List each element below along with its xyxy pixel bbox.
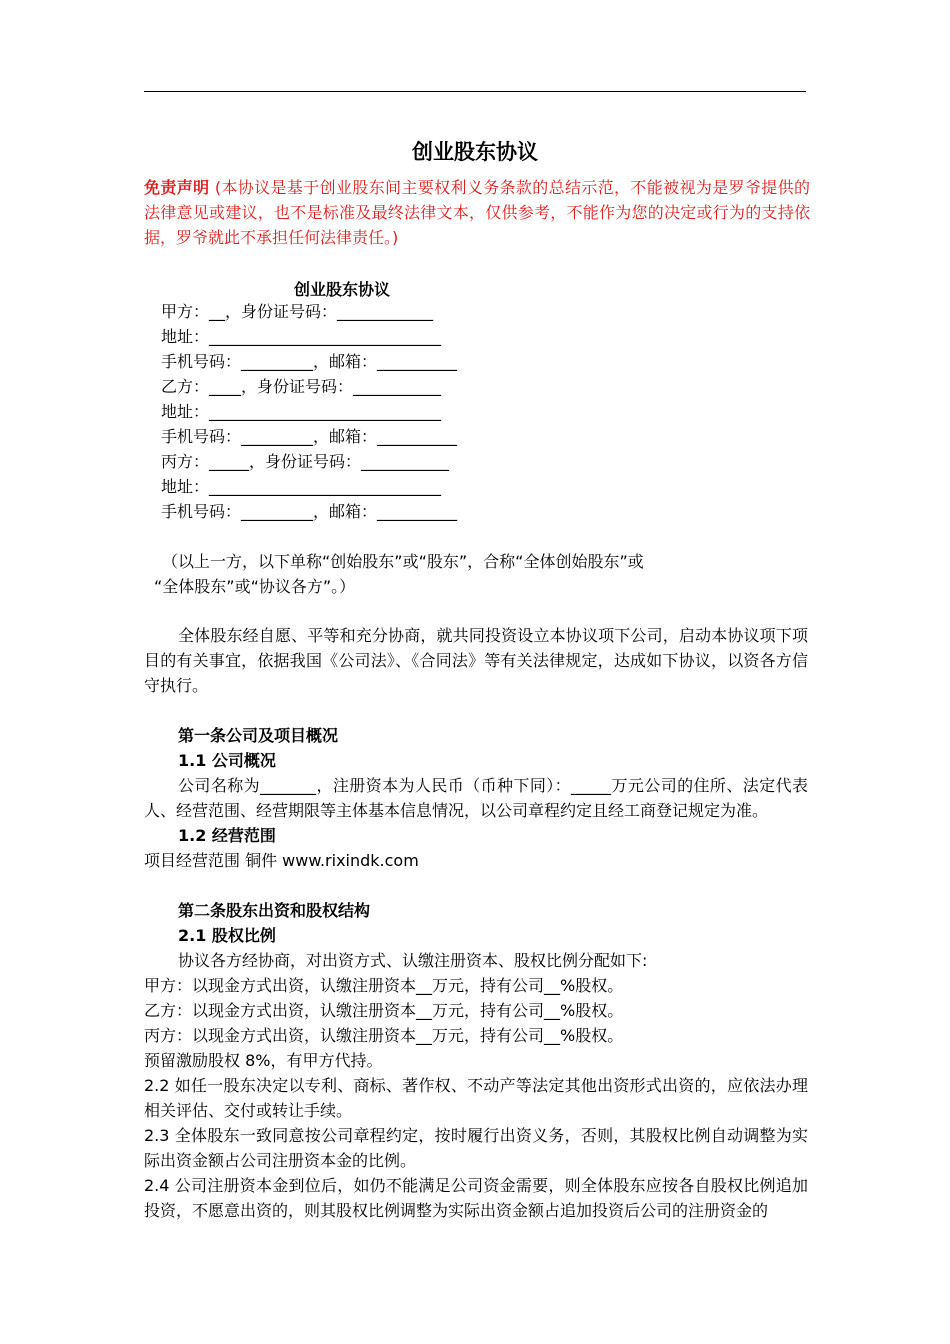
section-1-1-heading: 1.1 公司概况 (178, 751, 276, 770)
article-1-heading: 第一条公司及项目概况 (178, 726, 339, 745)
party-a-address-line: 地址：_____________________________ (161, 327, 442, 346)
party-b-id-line: 乙方：____，身份证号码：___________ (161, 377, 442, 396)
disclaimer-label: 免责声明 (144, 178, 210, 197)
section-2-2-text: 2.2 如任一股东决定以专利、商标、著作权、不动产等法定其他出资形式出资的，应依法办理相关评估、交付或转让手续。 (144, 1076, 808, 1120)
section-1-2-heading: 1.2 经营范围 (178, 826, 276, 845)
equity-line-reserved: 预留激励股权 8%，有甲方代持。 (144, 1051, 383, 1070)
equity-line-party-a: 甲方：以现金方式出资，认缴注册资本__万元，持有公司__%股权。 (144, 976, 624, 995)
article-2-heading: 第二条股东出资和股权结构 (178, 901, 371, 920)
equity-line-party-b: 乙方：以现金方式出资，认缴注册资本__万元，持有公司__%股权。 (144, 1001, 624, 1020)
naming-note-line-1: （以上一方，以下单称“创始股东”或“股东”，合称“全体创始股东”或 (162, 552, 644, 571)
section-1-2-text: 项目经营范围 铜件 www.rixindk.com (144, 851, 419, 870)
disclaimer-text: (本协议是基于创业股东间主要权利义务条款的总结示范，不能被视为是罗爷提供的法律意见或建议，也不是标准及最终法律文本，仅供参考，不能作为您的决定或行为的支持依据，罗爷就此不承担任何法律责任。) (144, 178, 810, 247)
party-a-id-line: 甲方：__，身份证号码：____________ (161, 302, 434, 321)
document-title: 创业股东协议 (412, 140, 538, 164)
section-2-1-intro: 协议各方经协商，对出资方式、认缴注册资本、股权比例分配如下: (178, 951, 648, 970)
naming-note-line-2: “全体股东”或“协议各方”。） (154, 577, 356, 596)
party-b-address-line: 地址：_____________________________ (161, 402, 442, 421)
party-c-contact-line: 手机号码：_________，邮箱：__________ (161, 502, 458, 521)
section-2-3-text: 2.3 全体股东一致同意按公司章程约定，按时履行出资义务，否则，其股权比例自动调整为实际出资金额占公司注册资本金的比例。 (144, 1126, 808, 1170)
section-1-1-text: 公司名称为_______，注册资本为人民币（币种下同）：_____万元公司的住所、法定代表人、经营范围、经营期限等主体基本信息情况，以公司章程约定且经工商登记规定为准。 (144, 776, 808, 820)
preamble-paragraph: 全体股东经自愿、平等和充分协商，就共同投资设立本协议项下公司，启动本协议项下项目的有关事宜，依据我国《公司法》、《合同法》等有关法律规定，达成如下协议，以资各方信守执行。 (144, 626, 808, 695)
section-2-1-heading: 2.1 股权比例 (178, 926, 276, 945)
party-c-address-line: 地址：_____________________________ (161, 477, 442, 496)
party-c-id-line: 丙方：_____，身份证号码：___________ (161, 452, 450, 471)
header-rule (144, 91, 806, 92)
party-b-contact-line: 手机号码：_________，邮箱：__________ (161, 427, 458, 446)
equity-line-party-c: 丙方：以现金方式出资，认缴注册资本__万元，持有公司__%股权。 (144, 1026, 624, 1045)
agreement-subtitle: 创业股东协议 (294, 280, 391, 299)
disclaimer (144, 175, 810, 250)
section-2-4-text: 2.4 公司注册资本金到位后，如仍不能满足公司资金需要，则全体股东应按各自股权比例追加投资，不愿意出资的，则其股权比例调整为实际出资金额占追加投资后公司的注册资金的 (144, 1176, 808, 1220)
party-a-contact-line: 手机号码：_________，邮箱：__________ (161, 352, 458, 371)
